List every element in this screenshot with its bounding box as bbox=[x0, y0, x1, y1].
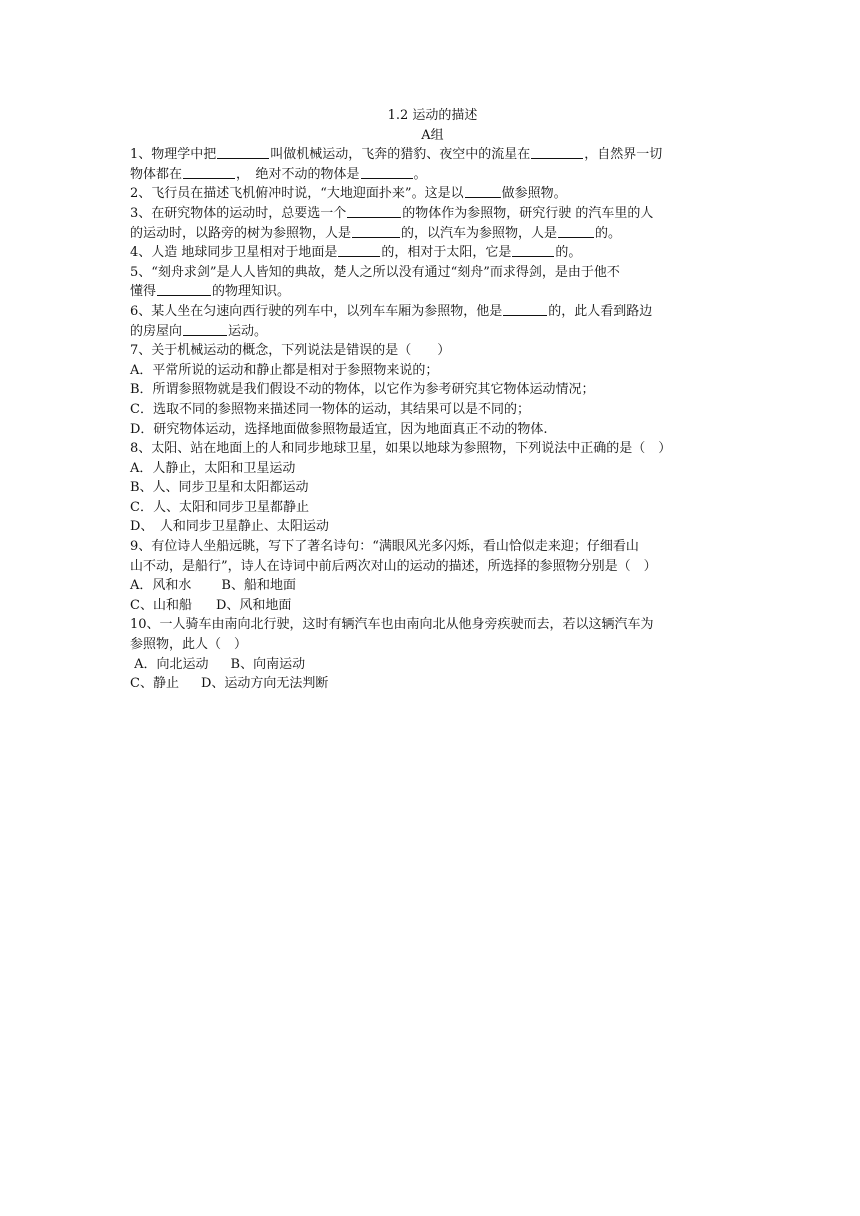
question-8-stem: 8、太阳、站在地面上的人和同步地球卫星，如果以地球为参照物，下列说法中正确的是（ ） bbox=[130, 441, 672, 457]
question-6-line-2 bbox=[130, 322, 735, 342]
q1-blank-3 bbox=[183, 165, 235, 179]
question-10-option-b: B、向南运动 bbox=[230, 656, 306, 672]
question-5-line-1: 5、“刻舟求剑”是人人皆知的典故，楚人之所以没有通过“刻舟”而求得剑，是由于他不 bbox=[130, 264, 620, 280]
question-7-option-a: A．平常所说的运动和静止都是相对于参照物来说的； bbox=[130, 362, 439, 378]
q1-text-d: 物体都在 bbox=[130, 166, 183, 182]
group-label: A组 bbox=[421, 127, 444, 143]
question-8-option-d: D、 人和同步卫星静止、太阳运动 bbox=[130, 519, 329, 535]
question-9-stem-line-1: 9、有位诗人坐船远眺，写下了著名诗句：“满眼风光多闪烁，看山恰似走来迎；仔细看山 bbox=[130, 539, 639, 555]
question-8-option-a: A．人静止，太阳和卫星运动 bbox=[130, 460, 296, 476]
question-5-line-2 bbox=[130, 282, 735, 302]
question-10-stem-line-1: 10、一人骑车由南向北行驶，这时有辆汽车也由南向北从他身旁疾驶而去，若以这辆汽车为 bbox=[130, 617, 654, 633]
question-10-stem-line-2: 参照物，此人（ ） bbox=[130, 637, 248, 653]
q6-blank-2 bbox=[183, 322, 227, 336]
q2-text-b: 做参照物。 bbox=[501, 186, 567, 202]
q6-text-b: 的，此人看到路边 bbox=[548, 303, 653, 319]
question-10-options-row-2 bbox=[130, 674, 735, 694]
question-9-option-c: C、山和船 bbox=[130, 597, 192, 613]
q3-text-b: 的物体作为参照物，研究行驶 的汽车里的人 bbox=[402, 205, 654, 221]
q1-text-c: ，自然界一切 bbox=[584, 147, 663, 163]
question-9-option-b: B、船和地面 bbox=[221, 578, 296, 594]
question-1-line-2 bbox=[130, 165, 735, 185]
q2-blank-1 bbox=[465, 184, 501, 198]
question-8-option-b: B、人、同步卫星和太阳都运动 bbox=[130, 480, 309, 496]
question-1-line-1 bbox=[130, 145, 735, 165]
q1-text-f: 。 bbox=[413, 166, 427, 182]
question-7-option-d: D．研究物体运动，选择地面做参照物最适宜，因为地面真正不动的物体. bbox=[130, 421, 548, 437]
q1-text-b: 叫做机械运动，飞奔的猎豹、夜空中的流星在 bbox=[270, 147, 531, 163]
q3-blank-1 bbox=[347, 204, 401, 218]
question-6-line-1 bbox=[130, 302, 735, 322]
q4-text-b: 的，相对于太阳，它是 bbox=[381, 245, 512, 261]
question-3-line-1 bbox=[130, 204, 735, 224]
q3-text-c: 的运动时，以路旁的树为参照物，人是 bbox=[130, 225, 352, 241]
q6-text-c: 的房屋向 bbox=[130, 323, 183, 339]
question-9-option-a: A．风和水 bbox=[130, 578, 192, 594]
q3-blank-2 bbox=[352, 224, 400, 238]
question-3-line-2 bbox=[130, 224, 735, 244]
q4-blank-1 bbox=[338, 243, 380, 257]
q4-text-c: 的。 bbox=[555, 245, 582, 261]
question-4 bbox=[130, 243, 735, 263]
q3-text-d: 的，以汽车为参照物，人是 bbox=[401, 225, 558, 241]
q6-blank-1 bbox=[503, 302, 547, 316]
question-7-stem: 7、关于机械运动的概念，下列说法是错误的是（ ） bbox=[130, 343, 451, 359]
question-7-option-b: B．所谓参照物就是我们假设不动的物体，以它作为参考研究其它物体运动情况； bbox=[130, 382, 595, 398]
question-9-option-d: D、风和地面 bbox=[215, 597, 292, 613]
q1-blank-4 bbox=[361, 165, 413, 179]
question-10-options-row-1 bbox=[130, 655, 735, 675]
q3-blank-3 bbox=[558, 224, 594, 238]
question-10-option-a: A．向北运动 bbox=[130, 656, 209, 672]
q3-text-e: 的。 bbox=[595, 225, 622, 241]
q5-text-c: 的物理知识。 bbox=[212, 284, 291, 300]
question-10-option-c: C、静止 bbox=[130, 676, 179, 692]
q2-text-a: 2、飞行员在描述飞机俯冲时说，“大地迎面扑来”。这是以 bbox=[130, 186, 464, 202]
q4-text-a: 4、人造 地球同步卫星相对于地面是 bbox=[130, 245, 338, 261]
question-9-options-row-2 bbox=[130, 596, 735, 616]
q5-text-b: 懂得 bbox=[130, 284, 157, 300]
q3-text-a: 3、在研究物体的运动时，总要选一个 bbox=[130, 205, 347, 221]
q4-blank-2 bbox=[512, 243, 554, 257]
question-9-stem-line-2: 山不动，是船行”，诗人在诗词中前后两次对山的运动的描述，所选择的参照物分别是（ ） bbox=[130, 558, 657, 574]
q1-text-e: ， 绝对不动的物体是 bbox=[236, 166, 360, 182]
q1-text-a: 1、物理学中把 bbox=[130, 147, 217, 163]
question-7-option-c: C．选取不同的参照物来描述同一物体的运动，其结果可以是不同的； bbox=[130, 401, 530, 417]
q1-blank-1 bbox=[217, 145, 269, 159]
q6-text-d: 运动。 bbox=[228, 323, 268, 339]
question-10-option-d: D、运动方向无法判断 bbox=[200, 676, 329, 692]
q5-blank-1 bbox=[157, 282, 211, 296]
question-9-options-row-1 bbox=[130, 576, 735, 596]
q1-blank-2 bbox=[531, 145, 583, 159]
q6-text-a: 6、某人坐在匀速向西行驶的列车中，以列车车厢为参照物，他是 bbox=[130, 303, 503, 319]
page-title: 1.2 运动的描述 bbox=[387, 108, 478, 123]
worksheet-content bbox=[130, 106, 735, 694]
question-2 bbox=[130, 184, 735, 204]
question-8-option-c: C．人、太阳和同步卫星都静止 bbox=[130, 499, 309, 515]
